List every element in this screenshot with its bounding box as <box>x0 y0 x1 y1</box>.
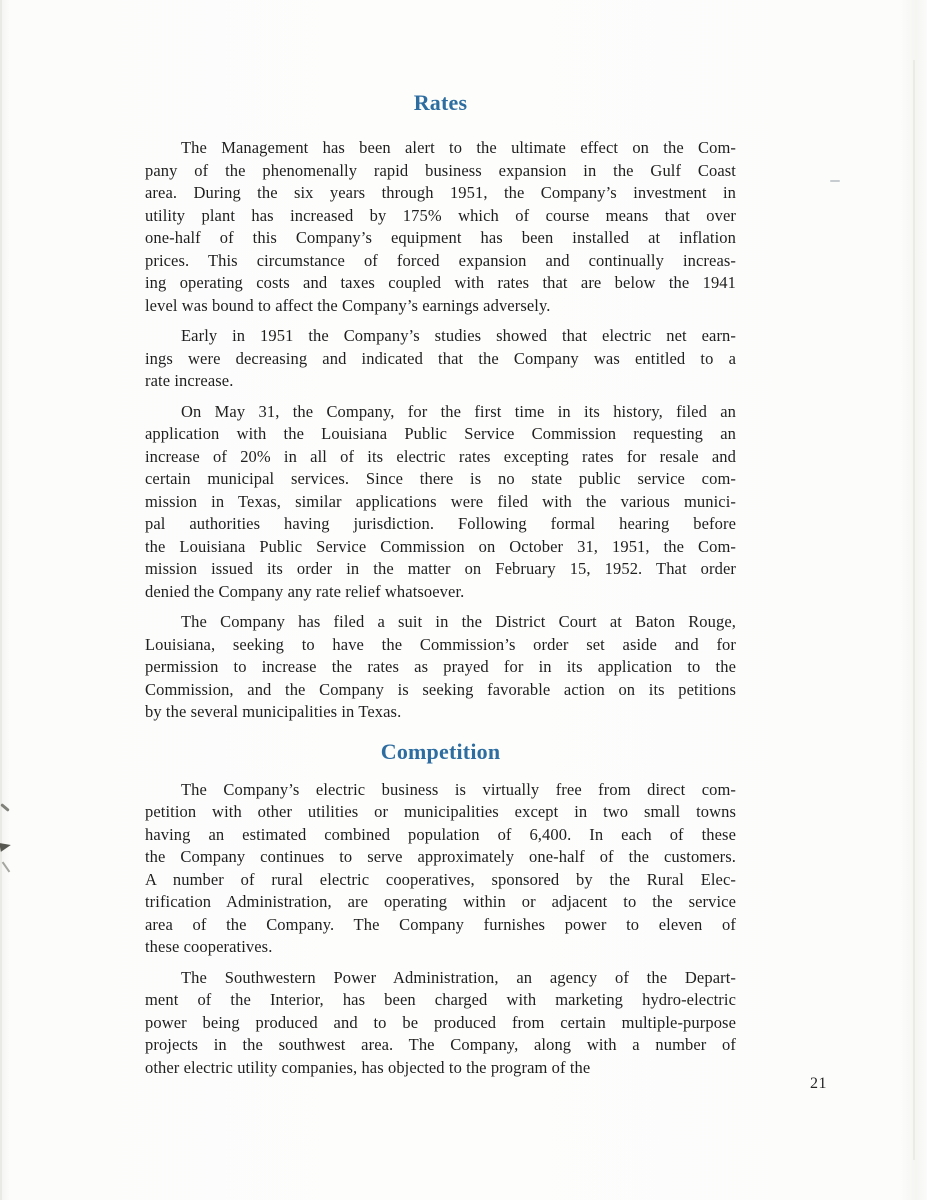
text-line: trification Administration, are operating within or adjacent to the service <box>145 892 736 911</box>
paragraph <box>145 967 736 1080</box>
scan-mark <box>2 862 11 873</box>
paragraph <box>145 137 736 317</box>
text-line: prices. This circumstance of forced expansion and continually increas- <box>145 250 736 270</box>
section-heading-competition: Competition <box>380 738 501 764</box>
text-line: denied the Company any rate relief whatsoever. <box>145 581 465 601</box>
text-line: projects in the southwest area. The Company, along with a number of <box>145 1035 736 1054</box>
paragraph <box>145 325 736 393</box>
text-line: increase of 20% in all of its electric rates excepting rates for resale and <box>145 446 736 466</box>
paragraph <box>145 401 736 604</box>
text-line: The Management has been alert to the ultimate effect on the Com- <box>181 138 736 157</box>
scan-dash-mark <box>830 180 840 182</box>
text-line: by the several municipalities in Texas. <box>145 702 402 721</box>
text-line: one-half of this Company’s equipment has been installed at inflation <box>145 228 736 247</box>
text-line: these cooperatives. <box>145 937 273 956</box>
paragraph <box>145 611 736 724</box>
scan-edge-right <box>913 60 915 1160</box>
text-line: other electric utility companies, has objected to the program of the <box>145 1057 591 1077</box>
text-line: On May 31, the Company, for the first time in its history, filed an <box>181 401 736 421</box>
text-line: ment of the Interior, has been charged with marketing hydro-electric <box>145 990 736 1009</box>
text-line: having an estimated combined population of 6,400. In each of these <box>145 824 736 844</box>
paragraph <box>145 779 736 959</box>
text-line: rate increase. <box>145 371 234 390</box>
text-column <box>145 88 736 1079</box>
text-line: pany of the phenomenally rapid business expansion in the Gulf Coast <box>145 160 736 180</box>
text-line: the Louisiana Public Service Commission on October 31, 1951, the Com- <box>145 536 736 556</box>
text-line: petition with other utilities or municipalities except in two small towns <box>145 802 736 821</box>
text-line: level was bound to affect the Company’s earnings adversely. <box>145 295 551 315</box>
text-line: Louisiana, seeking to have the Commission’s order set aside and for <box>145 634 736 654</box>
text-line: The Company has filed a suit in the District Court at Baton Rouge, <box>181 612 736 631</box>
section-heading-rates: Rates <box>413 90 468 115</box>
text-line: certain municipal services. Since there is no state public service com- <box>145 469 736 488</box>
text-line: permission to increase the rates as prayed for in its application to the <box>145 657 736 676</box>
scan-mark <box>0 841 12 852</box>
text-line: area. During the six years through 1951, the Company’s investment in <box>145 183 736 202</box>
text-line: pal authorities having jurisdiction. Following formal hearing before <box>145 514 736 533</box>
text-line: power being produced and to be produced from certain multiple-purpose <box>145 1012 736 1032</box>
scan-edge-left <box>0 0 2 1200</box>
text-line: A number of rural electric cooperatives, sponsored by the Rural Elec- <box>145 869 736 889</box>
text-line: application with the Louisiana Public Service Commission requesting an <box>145 424 736 443</box>
page-number: 21 <box>810 1075 827 1092</box>
text-line: The Company’s electric business is virtually free from direct com- <box>181 779 736 799</box>
text-line: The Southwestern Power Administration, an agency of the Depart- <box>181 967 736 987</box>
text-line: mission issued its order in the matter on February 15, 1952. That order <box>145 559 736 578</box>
text-line: mission in Texas, similar applications were filed with the various munici- <box>145 491 736 511</box>
text-line: Early in 1951 the Company’s studies showed that electric net earn- <box>181 326 736 345</box>
text-line: ings were decreasing and indicated that the Company was entitled to a <box>145 348 736 368</box>
text-line: utility plant has increased by 175% which of course means that over <box>145 205 736 225</box>
text-line: Commission, and the Company is seeking favorable action on its petitions <box>145 679 736 699</box>
text-line: the Company continues to serve approximately one-half of the customers. <box>145 847 736 866</box>
text-line: ing operating costs and taxes coupled with rates that are below the 1941 <box>145 273 736 292</box>
text-line: area of the Company. The Company furnishes power to eleven of <box>145 914 736 934</box>
